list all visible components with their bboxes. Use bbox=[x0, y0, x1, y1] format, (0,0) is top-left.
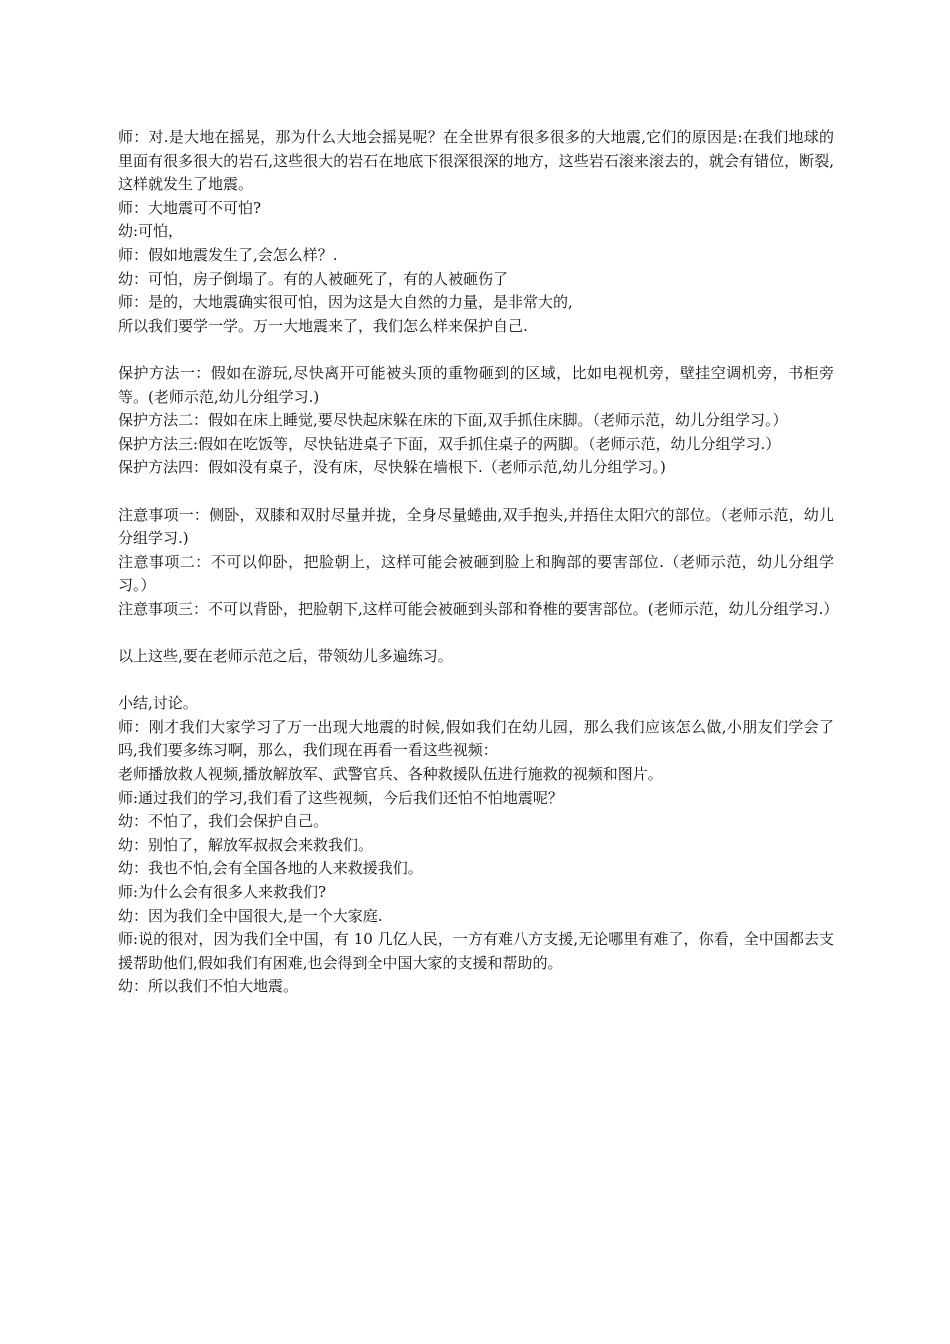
paragraph: 以上这些,要在老师示范之后，带领幼儿多遍练习。 bbox=[118, 647, 453, 666]
blank-line bbox=[118, 338, 834, 362]
paragraph: 师:通过我们的学习,我们看了这些视频，今后我们还怕不怕地震呢？ bbox=[118, 788, 563, 807]
precaution-1: 注意事项一：侧卧，双膝和双肘尽量并拢，全身尽量蜷曲,双手抱头,并捂住太阳穴的部位。（老师示范，幼儿分组学习.) bbox=[118, 505, 834, 548]
paragraph: 师:为什么会有很多人来救我们? bbox=[118, 883, 327, 901]
blank-line bbox=[118, 669, 834, 693]
paragraph: 师：大地震可不可怕? bbox=[118, 198, 262, 217]
paragraph: 师：刚才我们大家学习了万一出现大地震的时候,假如我们在幼儿园，那么我们应该怎么做,小朋友们学会了吗,我们要多练习啊，那么，我们现在再看一看这些视频： bbox=[118, 717, 834, 760]
document-body bbox=[118, 126, 839, 999]
paragraph: 幼：别怕了，解放军叔叔会来救我们。 bbox=[118, 835, 374, 854]
protection-method-4: 保护方法四：假如没有桌子，没有床，尽快躲在墙根下.（老师示范,幼儿分组学习。) bbox=[118, 458, 666, 477]
precaution-3: 注意事项三：不可以背卧，把脸朝下,这样可能会被砸到头部和脊椎的要害部位。(老师示范，幼儿分组学习.） bbox=[118, 599, 839, 618]
paragraph: 师:说的很对，因为我们全中国，有 10 几亿人民，一方有难八方支援,无论哪里有难了，你看，全中国都去支援帮助他们,假如我们有困难,也会得到全中国大家的支援和帮助的。 bbox=[118, 930, 834, 972]
protection-method-2: 保护方法二：假如在床上睡觉,要尽快起床躲在床的下面,双手抓住床脚。（老师示范，幼儿分组学习。） bbox=[118, 411, 788, 430]
paragraph: 幼：不怕了，我们会保护自己。 bbox=[118, 812, 329, 831]
paragraph: 老师播放救人视频,播放解放军、武警官兵、各种救援队伍进行施救的视频和图片。 bbox=[118, 765, 663, 784]
paragraph: 幼:可怕， bbox=[118, 222, 184, 241]
paragraph: 师：假如地震发生了,会怎么样？. bbox=[118, 245, 338, 264]
precaution-2: 注意事项二：不可以仰卧，把脸朝上，这样可能会被砸到脸上和胸部的要害部位.（老师示范，幼儿分组学习。） bbox=[118, 552, 834, 595]
blank-line bbox=[118, 621, 834, 645]
paragraph: 幼：可怕，房子倒塌了。有的人被砸死了，有的人被砸伤了 bbox=[118, 269, 509, 288]
blank-line bbox=[118, 480, 834, 504]
paragraph: 师：对.是大地在摇晃，那为什么大地会摇晃呢？在全世界有很多很多的大地震,它们的原因是:在我们地球的里面有很多很大的岩石,这些很大的岩石在地底下很深很深的地方，这些岩石滚来滚去的，就会有错位，断裂,这样就发生了地震。 bbox=[118, 128, 834, 194]
paragraph: 师：是的，大地震确实很可怕，因为这是大自然的力量，是非常大的, bbox=[118, 293, 573, 312]
section-summary-discussion bbox=[118, 692, 834, 999]
section-precautions bbox=[118, 504, 839, 622]
protection-method-3: 保护方法三:假如在吃饭等，尽快钻进桌子下面，双手抓住桌子的两脚。（老师示范，幼儿分组学习.） bbox=[118, 434, 781, 453]
paragraph: 所以我们要学一学。万一大地震来了，我们怎么样来保护自己. bbox=[118, 316, 528, 335]
protection-method-1: 保护方法一：假如在游玩,尽快离开可能被头顶的重物砸到的区域，比如电视机旁，壁挂空调机旁，书柜旁等。(老师示范,幼儿分组学习.) bbox=[118, 363, 834, 406]
section-protection-methods bbox=[118, 362, 834, 480]
summary-heading: 小结,讨论。 bbox=[118, 694, 198, 713]
paragraph: 幼：我也不怕,会有全国各地的人来救援我们。 bbox=[118, 859, 423, 878]
section-practice-note bbox=[118, 645, 834, 669]
paragraph: 幼：所以我们不怕大地震。 bbox=[118, 977, 299, 996]
section-earthquake-intro bbox=[118, 126, 834, 338]
paragraph: 幼：因为我们全中国很大,是一个大家庭. bbox=[118, 906, 383, 925]
